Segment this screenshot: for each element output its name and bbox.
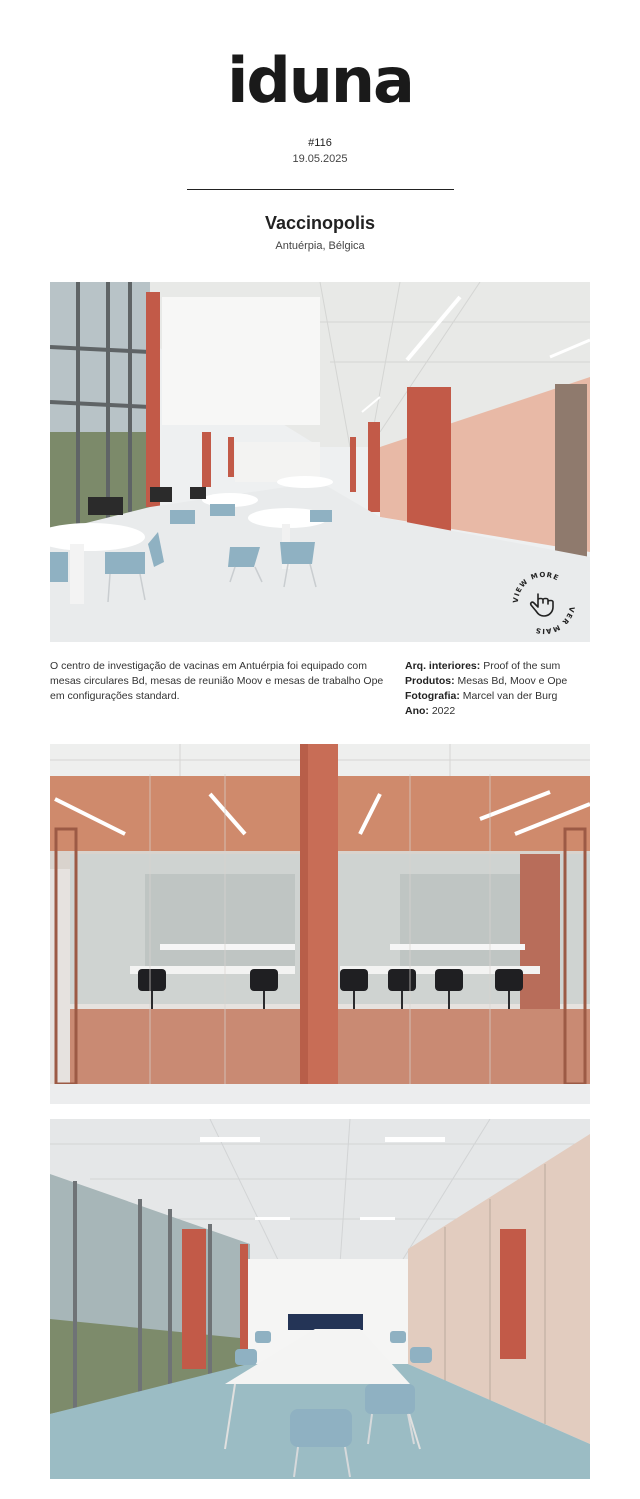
svg-text:VIEW MORE	[512, 571, 561, 603]
credit-products: Produtos: Mesas Bd, Moov e Ope	[405, 675, 568, 687]
project-location: Antuérpia, Bélgica	[275, 240, 365, 252]
credit-interior-architect: Arq. interiores: Proof of the sum	[405, 660, 561, 672]
credit-photography: Fotografia: Marcel van der Burg	[405, 690, 558, 702]
project-title: Vaccinopolis	[264, 213, 376, 233]
project-photo-cafeteria[interactable]	[50, 282, 590, 642]
svg-text:VER MAIS	[534, 606, 576, 635]
issue-number: #116	[308, 137, 332, 149]
pointing-hand-icon	[531, 594, 553, 616]
brand-logo[interactable]: iduna	[227, 44, 413, 117]
view-more-badge[interactable]	[511, 570, 577, 636]
view-more-text: VIEW MORE	[511, 570, 561, 604]
project-photo-meeting-rooms[interactable]	[50, 744, 590, 1104]
issue-date: 19.05.2025	[292, 153, 348, 165]
project-photo-meeting-table[interactable]	[50, 1119, 590, 1479]
ver-mais-text: VER MAIS	[534, 605, 576, 636]
header-divider	[187, 189, 454, 190]
credit-year: Ano: 2022	[405, 705, 456, 717]
project-description: O centro de investigação de vacinas em Antuérpia foi equipado com mesas circulares Bd, mesas de reunião Moov e mesas de trabalho Ope em configurações standard.	[50, 660, 384, 702]
project-credits	[405, 659, 590, 719]
